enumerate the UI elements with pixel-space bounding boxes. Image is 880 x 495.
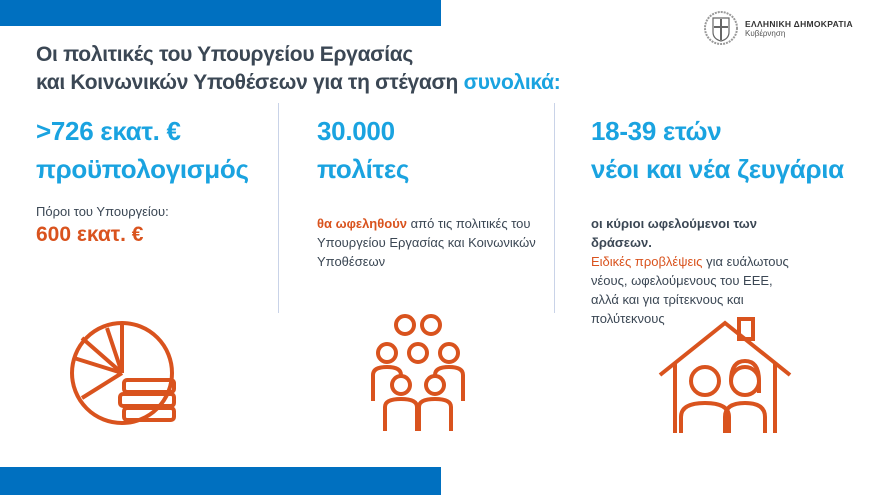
house-family-icon <box>655 315 795 435</box>
government-logo <box>703 10 853 46</box>
resources-value: 600 εκατ. € <box>36 223 144 246</box>
people-group-icon <box>365 313 475 433</box>
budget-amount: >726 εκατ. € <box>36 116 181 146</box>
divider <box>278 103 279 313</box>
citizens-label: πολίτες <box>317 154 410 184</box>
age-label: νέοι και νέα ζευγάρια <box>591 154 844 184</box>
citizens-description: θα ωφεληθούν από τις πολιτικές του Υπουργείου Εργασίας και Κοινωνικών Υποθέσεων <box>317 216 536 269</box>
age-column <box>591 112 851 328</box>
bottom-bar <box>0 467 441 495</box>
logo-title: ΕΛΛΗΝΙΚΗ ΔΗΜΟΚΡΑΤΙΑ <box>745 18 853 29</box>
age-range: 18-39 ετών <box>591 116 722 146</box>
budget-column <box>36 112 249 249</box>
citizens-column <box>317 112 537 271</box>
age-description: οι κύριοι ωφελούμενοι των δράσεων. Ειδικές προβλέψεις για ευάλωτους νέους, ωφελούμενους του ΕΕΕ, αλλά και για τρίτεκνους και πολύτεκνους <box>591 216 789 326</box>
divider <box>554 103 555 313</box>
citizens-count: 30.000 <box>317 116 395 146</box>
page-title: Οι πολιτικές του Υπουργείου Εργασίας και Κοινωνικών Υποθέσεων για τη στέγαση συνολικά: <box>36 43 561 94</box>
logo-subtitle: Κυβέρνηση <box>745 28 786 38</box>
resources-label: Πόροι του Υπουργείου: <box>36 204 169 219</box>
coat-of-arms-icon <box>703 10 739 46</box>
top-bar <box>0 0 441 26</box>
budget-label: προϋπολογισμός <box>36 154 249 184</box>
pie-chart-coins-icon <box>62 318 192 433</box>
